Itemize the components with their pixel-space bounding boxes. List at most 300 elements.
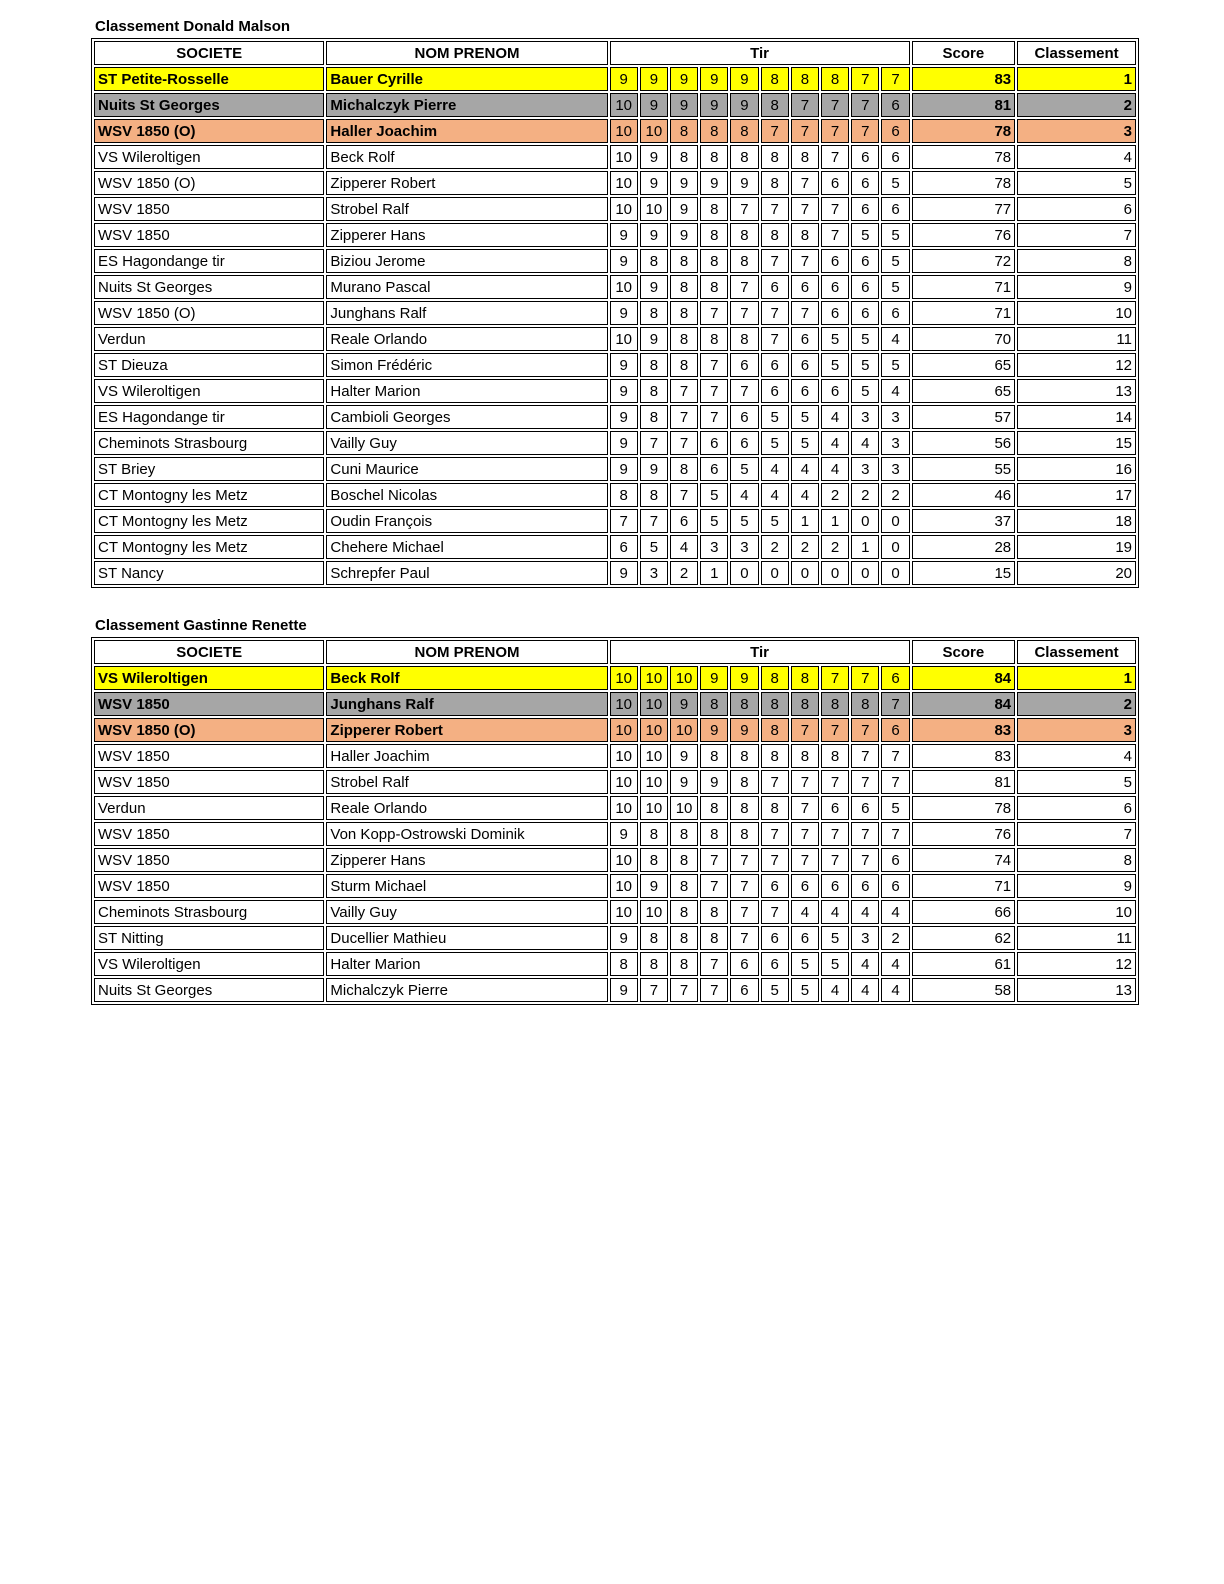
cell-tir: 7 [791,848,819,872]
cell-classement: 13 [1017,379,1136,403]
cell-societe: CT Montogny les Metz [94,509,324,533]
cell-tir: 4 [821,978,849,1002]
cell-tir: 9 [610,405,638,429]
cell-tir: 4 [881,379,909,403]
cell-tir: 9 [610,978,638,1002]
cell-tir: 6 [851,145,879,169]
cell-tir: 9 [610,223,638,247]
cell-societe: ES Hagondange tir [94,249,324,273]
cell-tir: 0 [821,561,849,585]
cell-tir: 7 [791,171,819,195]
table-row [94,561,1136,585]
cell-tir: 9 [640,457,668,481]
cell-tir: 8 [640,353,668,377]
cell-tir: 0 [851,561,879,585]
cell-tir: 8 [821,744,849,768]
table-body [94,666,1136,1002]
cell-tir: 10 [610,275,638,299]
cell-score: 84 [912,666,1016,690]
cell-tir: 8 [730,692,758,716]
cell-tir: 4 [821,405,849,429]
cell-tir: 4 [821,900,849,924]
cell-societe: CT Montogny les Metz [94,483,324,507]
cell-tir: 6 [851,197,879,221]
cell-nom-prenom: Beck Rolf [326,145,607,169]
cell-tir: 9 [610,457,638,481]
table-row [94,119,1136,143]
cell-tir: 7 [881,67,909,91]
cell-nom-prenom: Michalczyk Pierre [326,93,607,117]
cell-tir: 8 [700,327,728,351]
cell-tir: 8 [640,952,668,976]
cell-tir: 9 [730,718,758,742]
header-classement: Classement [1017,640,1136,664]
cell-tir: 10 [610,718,638,742]
table-row [94,926,1136,950]
cell-societe: Nuits St Georges [94,93,324,117]
cell-score: 78 [912,796,1016,820]
table-row [94,666,1136,690]
cell-tir: 2 [881,483,909,507]
cell-tir: 9 [700,67,728,91]
cell-tir: 9 [640,275,668,299]
cell-score: 57 [912,405,1016,429]
cell-tir: 5 [791,405,819,429]
cell-tir: 4 [791,483,819,507]
cell-tir: 9 [670,93,698,117]
cell-societe: ST Briey [94,457,324,481]
cell-classement: 7 [1017,822,1136,846]
cell-tir: 6 [791,275,819,299]
section-donald-malson [91,16,1139,588]
cell-tir: 8 [670,119,698,143]
cell-nom-prenom: Halter Marion [326,379,607,403]
cell-tir: 7 [730,874,758,898]
cell-tir: 9 [670,171,698,195]
cell-tir: 10 [610,848,638,872]
cell-tir: 10 [610,666,638,690]
cell-classement: 4 [1017,744,1136,768]
cell-tir: 9 [640,171,668,195]
cell-tir: 4 [761,457,789,481]
cell-societe: WSV 1850 [94,822,324,846]
cell-tir: 3 [640,561,668,585]
cell-societe: WSV 1850 [94,744,324,768]
cell-nom-prenom: Haller Joachim [326,119,607,143]
cell-classement: 1 [1017,67,1136,91]
cell-tir: 10 [610,145,638,169]
cell-tir: 8 [700,275,728,299]
cell-tir: 6 [881,145,909,169]
cell-tir: 9 [700,718,728,742]
cell-tir: 8 [670,275,698,299]
cell-tir: 7 [670,978,698,1002]
cell-tir: 7 [791,197,819,221]
cell-tir: 8 [700,119,728,143]
cell-tir: 10 [670,666,698,690]
cell-tir: 7 [791,822,819,846]
header-societe: SOCIETE [94,41,324,65]
cell-nom-prenom: Zipperer Robert [326,718,607,742]
cell-tir: 10 [640,770,668,794]
cell-tir: 7 [821,848,849,872]
cell-tir: 6 [881,874,909,898]
cell-tir: 8 [761,223,789,247]
cell-tir: 6 [881,93,909,117]
cell-tir: 9 [610,822,638,846]
cell-societe: CT Montogny les Metz [94,535,324,559]
cell-societe: ST Petite-Rosselle [94,67,324,91]
cell-tir: 8 [610,952,638,976]
cell-tir: 5 [851,223,879,247]
cell-classement: 12 [1017,952,1136,976]
cell-tir: 7 [791,249,819,273]
cell-nom-prenom: Von Kopp-Ostrowski Dominik [326,822,607,846]
table-row [94,770,1136,794]
cell-tir: 7 [700,978,728,1002]
cell-tir: 10 [610,327,638,351]
cell-tir: 6 [761,275,789,299]
cell-tir: 8 [761,93,789,117]
cell-tir: 8 [730,796,758,820]
cell-tir: 8 [761,718,789,742]
cell-tir: 10 [610,119,638,143]
cell-tir: 8 [640,405,668,429]
cell-score: 65 [912,353,1016,377]
cell-tir: 8 [640,379,668,403]
cell-societe: Cheminots Strasbourg [94,431,324,455]
cell-tir: 7 [851,93,879,117]
cell-tir: 7 [791,119,819,143]
cell-classement: 2 [1017,93,1136,117]
cell-classement: 6 [1017,796,1136,820]
table-row [94,718,1136,742]
cell-tir: 7 [821,145,849,169]
cell-tir: 8 [730,119,758,143]
cell-tir: 7 [851,666,879,690]
cell-tir: 2 [881,926,909,950]
table-row [94,874,1136,898]
table-row [94,952,1136,976]
cell-societe: WSV 1850 (O) [94,171,324,195]
cell-tir: 8 [670,327,698,351]
cell-tir: 9 [610,249,638,273]
cell-nom-prenom: Vailly Guy [326,431,607,455]
cell-tir: 2 [761,535,789,559]
cell-tir: 5 [730,457,758,481]
cell-classement: 9 [1017,275,1136,299]
cell-tir: 2 [791,535,819,559]
cell-tir: 2 [821,535,849,559]
cell-classement: 11 [1017,327,1136,351]
cell-score: 55 [912,457,1016,481]
table-row [94,197,1136,221]
cell-tir: 5 [881,171,909,195]
cell-nom-prenom: Junghans Ralf [326,301,607,325]
cell-nom-prenom: Cambioli Georges [326,405,607,429]
cell-classement: 16 [1017,457,1136,481]
cell-societe: Cheminots Strasbourg [94,900,324,924]
cell-tir: 9 [640,223,668,247]
table-row [94,822,1136,846]
cell-tir: 7 [791,301,819,325]
cell-societe: WSV 1850 [94,874,324,898]
cell-tir: 10 [640,692,668,716]
cell-tir: 9 [640,145,668,169]
cell-tir: 3 [730,535,758,559]
cell-tir: 7 [730,275,758,299]
cell-tir: 4 [791,900,819,924]
cell-tir: 5 [881,275,909,299]
cell-tir: 10 [640,900,668,924]
table-row [94,301,1136,325]
cell-tir: 7 [821,718,849,742]
cell-classement: 18 [1017,509,1136,533]
cell-tir: 7 [821,93,849,117]
cell-score: 77 [912,197,1016,221]
cell-tir: 6 [851,275,879,299]
cell-societe: WSV 1850 [94,848,324,872]
cell-societe: Nuits St Georges [94,275,324,299]
cell-classement: 1 [1017,666,1136,690]
cell-tir: 4 [881,952,909,976]
table-row [94,457,1136,481]
table-row [94,353,1136,377]
cell-tir: 5 [761,405,789,429]
cell-tir: 8 [670,301,698,325]
cell-nom-prenom: Halter Marion [326,952,607,976]
cell-tir: 7 [761,822,789,846]
cell-tir: 8 [670,145,698,169]
cell-tir: 7 [700,874,728,898]
cell-tir: 7 [730,197,758,221]
cell-societe: VS Wileroltigen [94,379,324,403]
cell-tir: 3 [851,457,879,481]
cell-tir: 7 [851,744,879,768]
cell-tir: 10 [640,119,668,143]
cell-score: 71 [912,301,1016,325]
table-row [94,483,1136,507]
cell-tir: 4 [851,952,879,976]
cell-nom-prenom: Michalczyk Pierre [326,978,607,1002]
cell-tir: 10 [640,744,668,768]
cell-classement: 5 [1017,171,1136,195]
cell-classement: 8 [1017,249,1136,273]
cell-tir: 8 [761,145,789,169]
table-row [94,431,1136,455]
cell-tir: 6 [730,978,758,1002]
cell-tir: 8 [670,900,698,924]
cell-tir: 8 [791,223,819,247]
cell-tir: 10 [640,666,668,690]
cell-tir: 5 [851,327,879,351]
cell-tir: 6 [670,509,698,533]
cell-tir: 10 [610,744,638,768]
cell-tir: 5 [700,509,728,533]
cell-tir: 6 [821,874,849,898]
cell-score: 83 [912,67,1016,91]
header-tir: Tir [610,640,910,664]
cell-score: 76 [912,822,1016,846]
cell-score: 84 [912,692,1016,716]
table-row [94,848,1136,872]
cell-tir: 9 [670,67,698,91]
header-row [94,41,1136,65]
cell-tir: 7 [791,718,819,742]
cell-score: 56 [912,431,1016,455]
cell-tir: 9 [640,874,668,898]
cell-societe: WSV 1850 [94,197,324,221]
cell-tir: 7 [821,119,849,143]
cell-tir: 9 [670,770,698,794]
cell-tir: 7 [700,952,728,976]
cell-tir: 8 [791,67,819,91]
cell-classement: 4 [1017,145,1136,169]
cell-tir: 8 [761,666,789,690]
cell-nom-prenom: Chehere Michael [326,535,607,559]
cell-tir: 9 [700,93,728,117]
section-gastinne-renette [91,615,1139,1005]
header-nom-prenom: NOM PRENOM [326,41,607,65]
cell-tir: 1 [851,535,879,559]
cell-tir: 4 [881,327,909,351]
cell-tir: 8 [700,900,728,924]
cell-score: 46 [912,483,1016,507]
cell-tir: 3 [881,405,909,429]
cell-societe: Verdun [94,327,324,351]
cell-tir: 6 [851,249,879,273]
cell-classement: 20 [1017,561,1136,585]
cell-tir: 8 [821,67,849,91]
cell-tir: 8 [640,822,668,846]
cell-tir: 5 [881,249,909,273]
cell-tir: 4 [791,457,819,481]
cell-tir: 5 [881,353,909,377]
cell-tir: 9 [610,67,638,91]
cell-nom-prenom: Murano Pascal [326,275,607,299]
cell-score: 28 [912,535,1016,559]
cell-score: 81 [912,770,1016,794]
cell-tir: 6 [791,379,819,403]
cell-tir: 8 [791,666,819,690]
cell-tir: 6 [881,197,909,221]
cell-tir: 5 [700,483,728,507]
cell-tir: 3 [700,535,728,559]
cell-tir: 8 [730,744,758,768]
cell-nom-prenom: Strobel Ralf [326,770,607,794]
cell-tir: 4 [670,535,698,559]
cell-tir: 6 [881,666,909,690]
cell-classement: 15 [1017,431,1136,455]
cell-score: 65 [912,379,1016,403]
cell-tir: 9 [610,379,638,403]
cell-tir: 6 [851,171,879,195]
cell-score: 71 [912,275,1016,299]
ranking-table [91,637,1139,1005]
cell-tir: 4 [730,483,758,507]
cell-tir: 4 [761,483,789,507]
cell-tir: 3 [881,457,909,481]
cell-societe: ST Nancy [94,561,324,585]
cell-tir: 5 [791,431,819,455]
cell-tir: 8 [791,744,819,768]
cell-tir: 9 [670,223,698,247]
cell-tir: 3 [881,431,909,455]
cell-score: 83 [912,718,1016,742]
cell-tir: 8 [761,744,789,768]
cell-nom-prenom: Zipperer Robert [326,171,607,195]
cell-tir: 6 [610,535,638,559]
cell-nom-prenom: Oudin François [326,509,607,533]
cell-tir: 6 [821,301,849,325]
cell-nom-prenom: Biziou Jerome [326,249,607,273]
cell-classement: 9 [1017,874,1136,898]
cell-tir: 8 [730,822,758,846]
cell-tir: 8 [700,822,728,846]
table-row [94,275,1136,299]
cell-tir: 8 [761,796,789,820]
cell-societe: WSV 1850 [94,223,324,247]
cell-tir: 8 [610,483,638,507]
cell-tir: 9 [730,67,758,91]
cell-tir: 7 [700,848,728,872]
cell-tir: 10 [610,770,638,794]
cell-tir: 7 [700,353,728,377]
cell-tir: 7 [640,431,668,455]
cell-societe: WSV 1850 (O) [94,119,324,143]
cell-tir: 9 [700,666,728,690]
cell-tir: 0 [730,561,758,585]
cell-societe: VS Wileroltigen [94,666,324,690]
cell-score: 76 [912,223,1016,247]
cell-tir: 6 [791,926,819,950]
header-societe: SOCIETE [94,640,324,664]
cell-tir: 8 [670,848,698,872]
cell-tir: 7 [640,978,668,1002]
cell-classement: 8 [1017,848,1136,872]
cell-tir: 2 [851,483,879,507]
cell-nom-prenom: Simon Frédéric [326,353,607,377]
cell-nom-prenom: Cuni Maurice [326,457,607,481]
cell-tir: 8 [730,770,758,794]
cell-tir: 7 [821,822,849,846]
cell-tir: 9 [610,301,638,325]
cell-societe: WSV 1850 [94,692,324,716]
cell-tir: 5 [851,353,879,377]
cell-tir: 7 [791,770,819,794]
cell-tir: 8 [670,952,698,976]
cell-nom-prenom: Strobel Ralf [326,197,607,221]
cell-tir: 6 [881,301,909,325]
cell-tir: 8 [730,327,758,351]
cell-tir: 7 [761,301,789,325]
cell-tir: 8 [791,692,819,716]
cell-tir: 5 [821,926,849,950]
cell-nom-prenom: Bauer Cyrille [326,67,607,91]
cell-tir: 7 [881,770,909,794]
table-row [94,249,1136,273]
cell-tir: 10 [610,900,638,924]
cell-classement: 14 [1017,405,1136,429]
cell-tir: 9 [700,171,728,195]
cell-tir: 7 [821,666,849,690]
cell-tir: 8 [700,197,728,221]
cell-tir: 8 [700,796,728,820]
cell-tir: 10 [670,718,698,742]
cell-tir: 4 [851,431,879,455]
cell-tir: 4 [851,900,879,924]
cell-tir: 7 [881,744,909,768]
